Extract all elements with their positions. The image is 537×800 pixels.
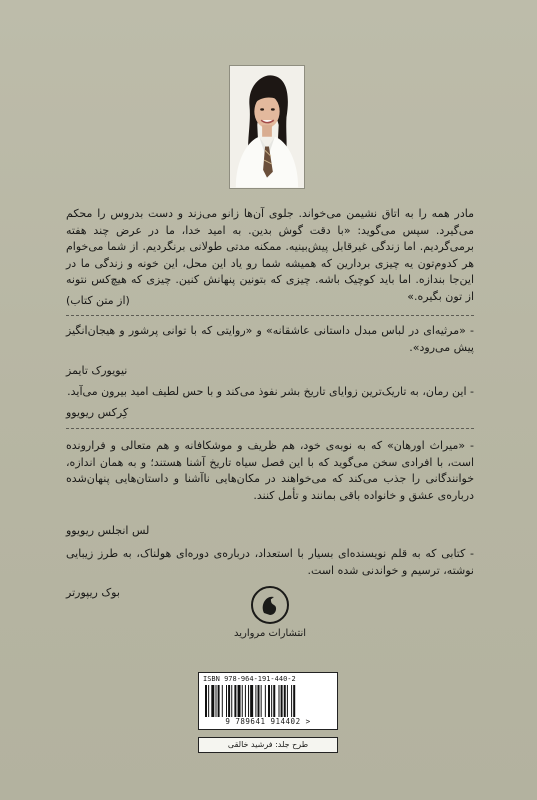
review-quote: - «میراث اورهان» که به نوبه‌ی خود، هم ظریف و موشکافانه و هم متعالی و فرارونده است، با افرادی سخن می‌گوید که با این فصل سیاه تاریخ آشنا هستند؛ و به همان اندازه، خوانندگانی را جذب می‌کند که می‌خواهند در مکان‌هایی ناآشنا و داستان‌هایی پنهان‌شده درباره‌ی عشق و خانواده باقی بمانند و تأمل کنند. [66, 439, 474, 502]
publisher-name: انتشارات مروارید [233, 628, 307, 639]
barcode-digits: 9 789641 914402 > [225, 717, 311, 726]
review-3 [66, 438, 474, 504]
excerpt-text: مادر همه را به اتاق نشیمن می‌خواند. جلوی آن‌ها زانو می‌زند و دست بدروس را محکم می‌گیرد. سپس می‌گوید: «با دقت گوش بدین. به امید خدا، ما در عرض چند هفته برمی‌گردیم. اما زندگی غیرقابل پیش‌بینیه. ممکنه مدتی طولانی برنگردیم. از شما می‌خوام هر کدوم‌تون یه چیزی بردارین که همیشه شما رو یاد این محل، این خونه و زندگی ما در این‌جا بندازه. اما باید کوچیک باشه. چیزی که بتونین پنهانش کنین. چیزی که هیچ‌کس نتونه از تون بگیره.» [66, 207, 474, 303]
author-portrait-image [230, 66, 304, 188]
review-quote: - کتابی که به قلم نویسنده‌ای بسیار با استعداد، درباره‌ی دوره‌ای هولناک، به طرز زیبایی نوشته، ترسیم و خواندنی شده است. [66, 547, 474, 577]
review-4 [66, 546, 474, 579]
review-attribution: لس انجلس ریویوو [66, 524, 150, 537]
isbn-label: ISBN 978-964-191-440-2 [203, 675, 296, 683]
cover-design-credit: طرح جلد: فرشید خالقی [198, 737, 338, 753]
review-attribution: بوک ریپورتر [66, 586, 120, 599]
dashed-divider [66, 315, 474, 316]
publisher-logo-icon [250, 585, 290, 625]
author-photo [229, 65, 305, 189]
review-quote: - این رمان، به تاریک‌ترین زوایای تاریخ بشر نفوذ می‌کند و با حس لطیف امید بیرون می‌آید. [67, 385, 474, 398]
excerpt-source: (از متن کتاب) [66, 294, 130, 307]
review-1 [66, 323, 474, 356]
dashed-divider [66, 428, 474, 429]
review-attribution: کِرکس ریویوو [66, 406, 129, 419]
barcode-icon [205, 685, 329, 717]
isbn-barcode-box [198, 672, 338, 730]
review-attribution: نیویورک تایمز [66, 364, 128, 377]
book-excerpt [66, 206, 474, 305]
review-quote: - «مرثیه‌ای در لباس مبدل داستانی عاشقانه» و «روایتی که با توانی پرشور و هیجان‌انگیز پیش می‌رود». [66, 324, 474, 354]
review-2 [66, 384, 474, 401]
